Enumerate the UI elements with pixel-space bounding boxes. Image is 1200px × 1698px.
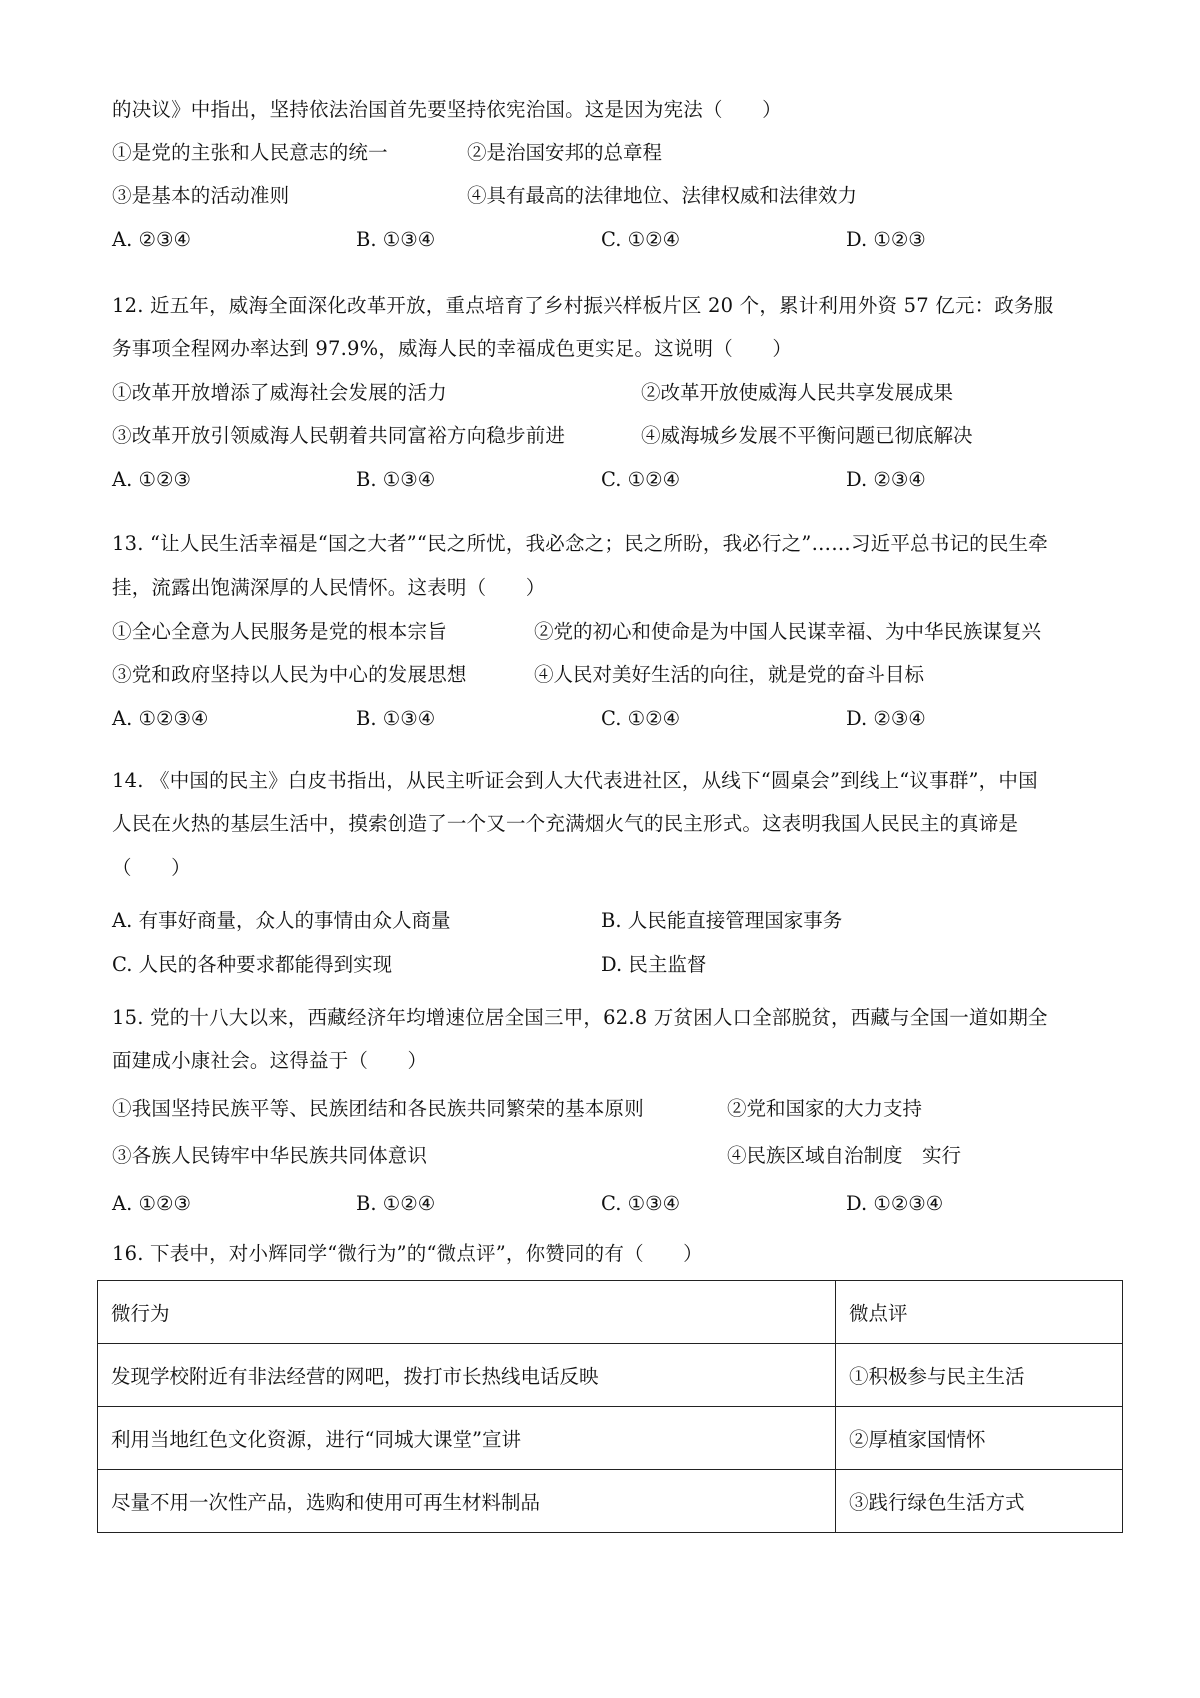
q15-item-2: ②党和国家的大力支持 [727, 1097, 923, 1120]
table-cell-behavior: 尽量不用一次性产品，选购和使用可再生材料制品 [98, 1470, 836, 1533]
q13-item-2: ②党的初心和使命是为中国人民谋幸福、为中华民族谋复兴 [534, 620, 1042, 643]
q13-option-d: D. ②③④ [846, 707, 926, 730]
q15-stem-line-2: 面建成小康社会。这得益于（ ） [112, 1049, 428, 1072]
q12-item-1: ①改革开放增添了威海社会发展的活力 [112, 381, 447, 404]
q12-item-3: ③改革开放引领威海人民朝着共同富裕方向稳步前进 [112, 424, 566, 447]
table-cell-comment: ①积极参与民主生活 [836, 1344, 1123, 1407]
q15-item-4: ④民族区域自治制度 实行 [727, 1144, 962, 1167]
q15-stem-line-1: 15. 党的十八大以来，西藏经济年均增速位居全国三甲，62.8 万贫困人口全部脱贫，西藏与全国一道如期全 [112, 1006, 1048, 1029]
q14-option-b: B. 人民能直接管理国家事务 [601, 909, 843, 932]
q15-option-c: C. ①③④ [601, 1192, 681, 1215]
q15-item-1: ①我国坚持民族平等、民族团结和各民族共同繁荣的基本原则 [112, 1097, 644, 1120]
table-header-comment: 微点评 [836, 1281, 1123, 1344]
q11-option-b: B. ①③④ [356, 228, 436, 251]
q15-option-a: A. ①②③ [112, 1192, 191, 1215]
q14-option-c: C. 人民的各种要求都能得到实现 [112, 953, 393, 976]
q14-option-a: A. 有事好商量，众人的事情由众人商量 [112, 909, 451, 932]
q14-stem-line-3: （ ） [112, 856, 191, 879]
q13-item-3: ③党和政府坚持以人民为中心的发展思想 [112, 663, 467, 686]
q13-option-c: C. ①②④ [601, 707, 681, 730]
q13-item-1: ①全心全意为人民服务是党的根本宗旨 [112, 620, 447, 643]
q13-stem-line-2: 挂，流露出饱满深厚的人民情怀。这表明（ ） [112, 576, 546, 599]
q13-option-a: A. ①②③④ [112, 707, 209, 730]
q11-item-1: ①是党的主张和人民意志的统一 [112, 141, 388, 164]
q13-stem-line-1: 13. “让人民生活幸福是“国之大者”“民之所忧，我必念之；民之所盼，我必行之”……习近平总书记的民生牵 [112, 532, 1048, 555]
table-header-behavior: 微行为 [98, 1281, 836, 1344]
q12-option-b: B. ①③④ [356, 468, 436, 491]
q14-stem-line-1: 14. 《中国的民主》白皮书指出，从民主听证会到人大代表进社区，从线下“圆桌会”到线上“议事群”，中国 [112, 769, 1038, 792]
q11-item-2: ②是治国安邦的总章程 [467, 141, 663, 164]
q15-item-3: ③各族人民铸牢中华民族共同体意识 [112, 1144, 428, 1167]
q12-option-d: D. ②③④ [846, 468, 926, 491]
table-cell-behavior: 发现学校附近有非法经营的网吧，拨打市长热线电话反映 [98, 1344, 836, 1407]
table-row [98, 1344, 1123, 1407]
q11-item-3: ③是基本的活动准则 [112, 184, 290, 207]
table-row [98, 1470, 1123, 1533]
q14-stem-line-2: 人民在火热的基层生活中，摸索创造了一个又一个充满烟火气的民主形式。这表明我国人民民主的真谛是 [112, 812, 1019, 835]
q13-item-4: ④人民对美好生活的向往，就是党的奋斗目标 [534, 663, 925, 686]
q15-option-b: B. ①②④ [356, 1192, 436, 1215]
q11-option-c: C. ①②④ [601, 228, 681, 251]
q13-option-b: B. ①③④ [356, 707, 436, 730]
q12-stem-line-2: 务事项全程网办率达到 97.9%，威海人民的幸福成色更实足。这说明（ ） [112, 337, 793, 360]
table-header-row [98, 1281, 1123, 1344]
table-row [98, 1407, 1123, 1470]
q12-option-c: C. ①②④ [601, 468, 681, 491]
table-cell-comment: ③践行绿色生活方式 [836, 1470, 1123, 1533]
q16-stem: 16. 下表中，对小辉同学“微行为”的“微点评”，你赞同的有（ ） [112, 1242, 703, 1265]
q11-option-a: A. ②③④ [112, 228, 191, 251]
q12-option-a: A. ①②③ [112, 468, 191, 491]
table-cell-comment: ②厚植家国情怀 [836, 1407, 1123, 1470]
q11-item-4: ④具有最高的法律地位、法律权威和法律效力 [467, 184, 858, 207]
q11-stem: 的决议》中指出，坚持依法治国首先要坚持依宪治国。这是因为宪法（ ） [112, 98, 782, 121]
q16-table [97, 1280, 1123, 1533]
q14-option-d: D. 民主监督 [601, 953, 707, 976]
q12-item-2: ②改革开放使威海人民共享发展成果 [641, 381, 954, 404]
table-cell-behavior: 利用当地红色文化资源，进行“同城大课堂”宣讲 [98, 1407, 836, 1470]
q15-option-d: D. ①②③④ [846, 1192, 944, 1215]
q12-stem-line-1: 12. 近五年，威海全面深化改革开放，重点培育了乡村振兴样板片区 20 个，累计利用外资 57 亿元：政务服 [112, 294, 1054, 317]
q12-item-4: ④威海城乡发展不平衡问题已彻底解决 [641, 424, 973, 447]
q11-option-d: D. ①②③ [846, 228, 926, 251]
